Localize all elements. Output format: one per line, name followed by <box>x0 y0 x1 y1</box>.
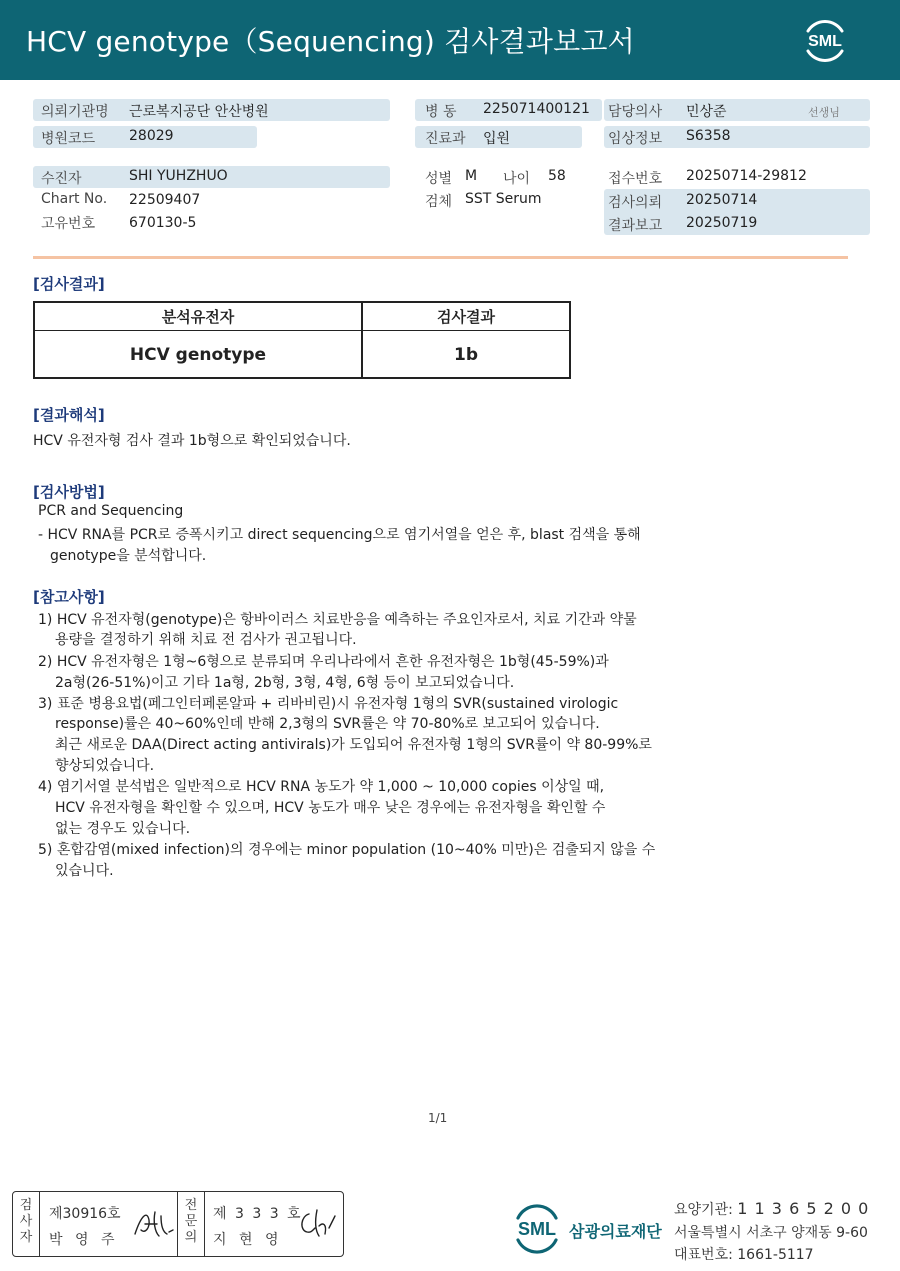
section-divider <box>33 256 848 259</box>
label-doctor: 담당의사 <box>608 104 663 120</box>
value-age: 58 <box>548 168 566 184</box>
value-sex: M <box>465 168 478 184</box>
value-hospital-code: 28029 <box>129 128 174 144</box>
care-code-line <box>674 1199 869 1219</box>
label-ward: 병 동 <box>425 104 457 120</box>
value-requesting-institution: 근로복지공단 안산병원 <box>129 104 269 120</box>
label-requesting-institution: 의뢰기관명 <box>41 104 109 120</box>
label-patient: 수진자 <box>41 171 82 187</box>
note-line: 2) HCV 유전자형은 1형~6형으로 분류되며 우리나라에서 흔한 유전자형은 1b형(45-59%)과 <box>38 654 609 670</box>
phone-label: 대표번호: <box>674 1247 738 1263</box>
org-name: 삼광의료재단 <box>569 1222 662 1241</box>
note-line: 3) 표준 병용요법(페그인터페론알파 + 리바비린)시 유전자형 1형의 SVR(sustained virologic <box>38 696 619 712</box>
page-number: 1/1 <box>428 1111 448 1125</box>
value-result-report: 20250719 <box>686 215 758 231</box>
section-title-interpretation: [결과해석] <box>33 406 105 424</box>
note-line: 있습니다. <box>55 863 114 879</box>
result-table-cell-result: 1b <box>454 345 478 365</box>
label-test-request: 검사의뢰 <box>608 195 663 211</box>
label-specimen: 검체 <box>425 194 453 210</box>
label-department: 진료과 <box>425 131 466 147</box>
value-department: 입원 <box>483 131 511 147</box>
org-address: 서울특별시 서초구 양재동 9-60 <box>674 1225 868 1241</box>
doctor-suffix: 선생님 <box>808 106 840 119</box>
specialist-label-vertical: 전 문 의 <box>184 1198 198 1245</box>
sml-logo-text: SML <box>808 33 842 50</box>
org-logo-text: SML <box>518 1219 556 1239</box>
value-patient: SHI YUHZHUO <box>129 168 228 184</box>
examiner-signature-icon <box>131 1206 177 1242</box>
section-title-notes: [참고사항] <box>33 588 105 606</box>
care-code-value: 1 1 3 6 5 2 0 0 <box>737 1199 870 1218</box>
label-hospital-code: 병원코드 <box>41 131 96 147</box>
value-specimen: SST Serum <box>465 191 542 207</box>
label-clinical-info: 임상정보 <box>608 131 663 147</box>
note-line: 없는 경우도 있습니다. <box>55 821 191 837</box>
note-line: 1) HCV 유전자형(genotype)은 항바이러스 치료반응을 예측하는 주요인자로서, 치료 기간과 약물 <box>38 612 637 628</box>
label-age: 나이 <box>503 171 531 187</box>
section-title-results: [검사결과] <box>33 275 105 293</box>
interpretation-text: HCV 유전자형 검사 결과 1b형으로 확인되었습니다. <box>33 433 351 449</box>
note-line: response)률은 40~60%인데 반해 2,3형의 SVR률은 약 70-80%로 보고되어 있습니다. <box>55 716 600 732</box>
result-table <box>33 301 571 379</box>
value-receipt-no: 20250714-29812 <box>686 168 807 184</box>
result-table-cell-gene: HCV genotype <box>129 345 267 365</box>
note-line: 4) 염기서열 분석법은 일반적으로 HCV RNA 농도가 약 1,000 ~ 10,000 copies 이상일 때, <box>38 779 605 795</box>
value-clinical-info: S6358 <box>686 128 731 144</box>
value-chart-no: 22509407 <box>129 192 201 208</box>
phone-line <box>674 1244 814 1264</box>
specialist-signature-icon <box>295 1206 339 1242</box>
phone-value: 1661-5117 <box>737 1247 814 1263</box>
care-code-label: 요양기관: <box>674 1202 738 1218</box>
note-line: HCV 유전자형을 확인할 수 있으며, HCV 농도가 매우 낮은 경우에는 유전자형을 확인할 수 <box>55 800 606 816</box>
value-unique-no: 670130-5 <box>129 215 197 231</box>
value-doctor: 민상준 <box>686 104 727 120</box>
examiner-license: 제30916호 <box>49 1206 121 1222</box>
org-sml-logo-icon <box>508 1199 566 1257</box>
examiner-name: 박 영 주 <box>49 1232 119 1248</box>
method-line: genotype을 분석합니다. <box>50 548 207 564</box>
section-title-method: [검사방법] <box>33 483 105 501</box>
note-line: 향상되었습니다. <box>55 758 155 774</box>
note-line: 용량을 결정하기 위해 치료 전 검사가 권고됩니다. <box>55 632 357 648</box>
report-title: HCV genotype（Sequencing) 검사결과보고서 <box>26 25 635 58</box>
value-ward: 225071400121 <box>483 101 590 117</box>
sml-logo-icon <box>798 13 852 67</box>
label-sex: 성별 <box>425 171 453 187</box>
label-unique-no: 고유번호 <box>41 216 96 232</box>
examiner-label-vertical: 검 사 자 <box>19 1198 33 1245</box>
result-table-header-gene: 분석유전자 <box>161 308 235 326</box>
label-receipt-no: 접수번호 <box>608 171 663 187</box>
method-line: PCR and Sequencing <box>38 503 184 519</box>
label-result-report: 결과보고 <box>608 218 663 234</box>
specialist-license: 제 3 3 3 호 <box>213 1206 303 1222</box>
value-test-request: 20250714 <box>686 192 758 208</box>
method-line: - HCV RNA를 PCR로 증폭시키고 direct sequencing으로 염기서열을 얻은 후, blast 검색을 통해 <box>38 527 641 543</box>
note-line: 2a형(26-51%)이고 기타 1a형, 2b형, 3형, 4형, 6형 등이 보고되었습니다. <box>55 675 515 691</box>
note-line: 최근 새로운 DAA(Direct acting antivirals)가 도입되어 유전자형 1형의 SVR률이 약 80-99%로 <box>55 737 652 753</box>
signature-box <box>12 1191 344 1257</box>
specialist-name: 지 현 영 <box>213 1232 283 1248</box>
note-line: 5) 혼합감염(mixed infection)의 경우에는 minor population (10~40% 미만)은 검출되지 않을 수 <box>38 842 656 858</box>
result-table-header-result: 검사결과 <box>437 308 495 326</box>
label-chart-no: Chart No. <box>41 191 108 207</box>
